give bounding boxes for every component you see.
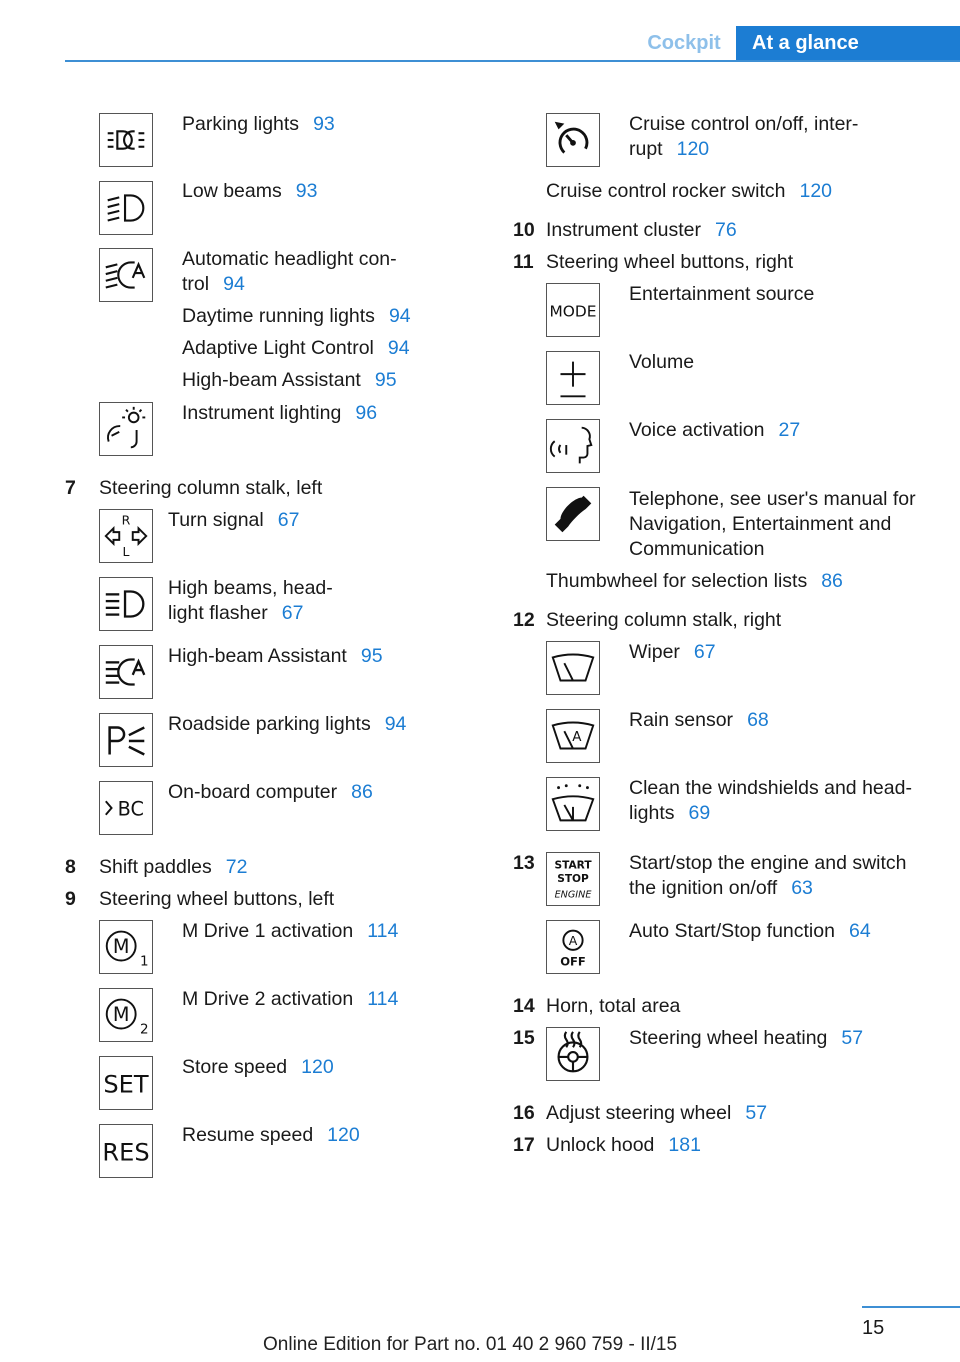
high-beam-assistant-icon: [99, 645, 153, 699]
cruise-onoff-entry: Cruise control on/off, inter-: [629, 113, 859, 135]
item-number: 8: [65, 856, 76, 878]
shift-paddles-entry: Shift paddles 72: [99, 856, 248, 878]
auto-headlight-entry-line2: trol 94: [182, 273, 245, 295]
page-link[interactable]: 27: [778, 419, 801, 441]
svg-text:R: R: [121, 512, 131, 528]
page-number: 15: [862, 1317, 885, 1339]
start-stop-icon: [546, 852, 600, 906]
roadside-parking-entry: Roadside parking lights 94: [168, 713, 407, 735]
svg-text:ENGINE: ENGINE: [554, 889, 592, 901]
item-number: 17: [513, 1134, 535, 1156]
store-speed-entry: Store speed 120: [182, 1056, 334, 1078]
turn-signal-entry: Turn signal 67: [168, 509, 300, 531]
page-link[interactable]: 120: [301, 1056, 334, 1078]
svg-text:M: M: [112, 1002, 130, 1026]
wiper-icon: [546, 641, 600, 695]
item-number: 10: [513, 219, 535, 241]
page-link[interactable]: 93: [313, 113, 335, 135]
page-link[interactable]: 86: [821, 570, 843, 592]
automatic-headlight-icon: [99, 248, 153, 302]
page-link[interactable]: 57: [841, 1027, 864, 1049]
tab-cockpit[interactable]: Cockpit: [647, 32, 721, 54]
m-drive-1-icon: [99, 920, 153, 974]
cruise-onoff-entry-line2: rupt 120: [629, 138, 710, 160]
page-link[interactable]: 67: [693, 641, 716, 663]
tab-at-a-glance[interactable]: At a glance: [736, 26, 960, 60]
rain-sensor-icon: [546, 709, 600, 763]
svg-text:A: A: [572, 728, 582, 745]
clean-windshields-entry: Clean the windshields and head-: [629, 777, 912, 799]
page-link[interactable]: 114: [367, 988, 399, 1010]
page-link[interactable]: 94: [384, 713, 407, 735]
daytime-lights-entry: Daytime running lights 94: [182, 305, 411, 327]
telephone-icon: [546, 487, 600, 541]
page-link[interactable]: 120: [676, 138, 710, 160]
parking-lights-entry: Parking lights 93: [182, 113, 335, 135]
page-link[interactable]: 63: [791, 877, 813, 899]
onboard-computer-entry: On-board computer 86: [168, 781, 373, 803]
high-beams-icon: [99, 577, 153, 631]
instrument-lighting-icon: [99, 402, 153, 456]
page-link[interactable]: 181: [668, 1134, 701, 1156]
steering-wheel-heating-entry: Steering wheel heating 57: [629, 1027, 864, 1049]
washer-icon: [546, 777, 600, 831]
adaptive-light-entry: Adaptive Light Control 94: [182, 337, 410, 359]
onboard-computer-icon: [99, 781, 153, 835]
auto-start-stop-entry: Auto Start/Stop function 64: [629, 920, 871, 942]
page-link[interactable]: 64: [848, 920, 871, 942]
steering-wheel-heating-icon: [546, 1027, 600, 1081]
res-icon: [99, 1124, 153, 1178]
page-link[interactable]: 67: [277, 509, 300, 531]
page-link[interactable]: 94: [223, 273, 245, 295]
turn-signal-icon: [99, 509, 153, 563]
page-link[interactable]: 95: [374, 369, 397, 391]
page-link[interactable]: 57: [745, 1102, 768, 1124]
item-number: 11: [513, 251, 534, 273]
high-beams-entry-line2: light flasher 67: [168, 602, 304, 624]
page-link[interactable]: 94: [387, 337, 410, 359]
page-link[interactable]: 68: [747, 709, 769, 731]
unlock-hood-entry: Unlock hood 181: [546, 1134, 701, 1156]
cruise-rocker-entry: Cruise control rocker switch 120: [546, 180, 833, 202]
page-link[interactable]: 120: [327, 1124, 360, 1146]
page-link[interactable]: 76: [714, 219, 737, 241]
svg-text:BC: BC: [117, 797, 144, 821]
page-link[interactable]: 72: [225, 856, 248, 878]
instrument-lighting-entry: Instrument lighting 96: [182, 402, 378, 424]
resume-speed-entry: Resume speed 120: [182, 1124, 360, 1146]
page-link[interactable]: 114: [367, 920, 399, 942]
start-stop-entry-line2: the ignition on/off 63: [629, 877, 813, 899]
voice-activation-entry: Voice activation 27: [629, 419, 801, 441]
telephone-entry-line2: Navigation, Entertainment and: [629, 513, 892, 535]
item-number: 9: [65, 888, 76, 910]
clean-windshields-entry-line2: lights 69: [629, 802, 711, 824]
parking-lights-icon: [99, 113, 153, 167]
rain-sensor-entry: Rain sensor 68: [629, 709, 769, 731]
m-drive-1-entry: M Drive 1 activation 114: [182, 920, 399, 942]
adjust-steering-wheel-entry: Adjust steering wheel 57: [546, 1102, 768, 1124]
svg-text:STOP: STOP: [557, 872, 589, 885]
cruise-control-icon: [546, 113, 600, 167]
mode-icon: [546, 283, 600, 337]
page-link[interactable]: 69: [688, 802, 711, 824]
telephone-entry-line3: Communication: [629, 538, 765, 560]
item-number: 15: [513, 1027, 535, 1049]
horn-entry: Horn, total area: [546, 995, 681, 1017]
steering-column-stalk-right: Steering column stalk, right: [546, 609, 782, 631]
page-link[interactable]: 94: [388, 305, 411, 327]
set-icon: [99, 1056, 153, 1110]
item-number: 7: [65, 477, 76, 499]
item-number: 14: [513, 995, 535, 1017]
entertainment-source-entry: Entertainment source: [629, 283, 815, 305]
low-beams-entry: Low beams 93: [182, 180, 318, 202]
svg-text:MODE: MODE: [549, 302, 597, 321]
m-drive-2-icon: [99, 988, 153, 1042]
svg-text:2: 2: [140, 1021, 149, 1038]
instrument-cluster-entry: Instrument cluster 76: [546, 219, 737, 241]
page-link[interactable]: 86: [351, 781, 373, 803]
item-number: 12: [513, 609, 535, 631]
svg-text:A: A: [568, 933, 578, 949]
page-link[interactable]: 67: [281, 602, 304, 624]
high-beams-entry: High beams, head-: [168, 577, 333, 599]
footer-rule: [862, 1306, 960, 1308]
svg-text:SET: SET: [103, 1070, 149, 1099]
volume-icon: [546, 351, 600, 405]
telephone-entry: Telephone, see user's manual for: [629, 488, 916, 510]
high-beam-assistant-entry: High-beam Assistant 95: [168, 645, 383, 667]
m-drive-2-entry: M Drive 2 activation 114: [182, 988, 399, 1010]
steering-column-stalk-left: Steering column stalk, left: [99, 477, 323, 499]
svg-text:OFF: OFF: [560, 954, 586, 969]
svg-text:RES: RES: [102, 1138, 150, 1167]
header-rule: [65, 60, 960, 62]
auto-start-stop-icon: [546, 920, 600, 974]
page-link[interactable]: 93: [295, 180, 318, 202]
svg-text:START: START: [554, 859, 592, 872]
item-number: 16: [513, 1102, 535, 1124]
low-beams-icon: [99, 181, 153, 235]
svg-text:L: L: [122, 544, 130, 560]
page-link[interactable]: 95: [360, 645, 383, 667]
page-link[interactable]: 96: [355, 402, 378, 424]
steering-wheel-buttons-left: Steering wheel buttons, left: [99, 888, 335, 910]
page-link[interactable]: 120: [799, 180, 833, 202]
thumbwheel-entry: Thumbwheel for selection lists 86: [546, 570, 843, 592]
voice-activation-icon: [546, 419, 600, 473]
start-stop-entry: Start/stop the engine and switch: [629, 852, 907, 874]
roadside-parking-lights-icon: [99, 713, 153, 767]
auto-headlight-entry: Automatic headlight con-: [182, 248, 397, 270]
steering-wheel-buttons-right: Steering wheel buttons, right: [546, 251, 794, 273]
item-number: 13: [513, 852, 535, 874]
svg-text:M: M: [112, 934, 130, 958]
footer-edition: Online Edition for Part no. 01 40 2 960 759 - II/15: [263, 1334, 678, 1355]
volume-entry: Volume: [629, 351, 695, 373]
svg-text:1: 1: [140, 953, 149, 970]
wiper-entry: Wiper 67: [629, 641, 716, 663]
highbeam-assistant-entry: High-beam Assistant 95: [182, 369, 397, 391]
